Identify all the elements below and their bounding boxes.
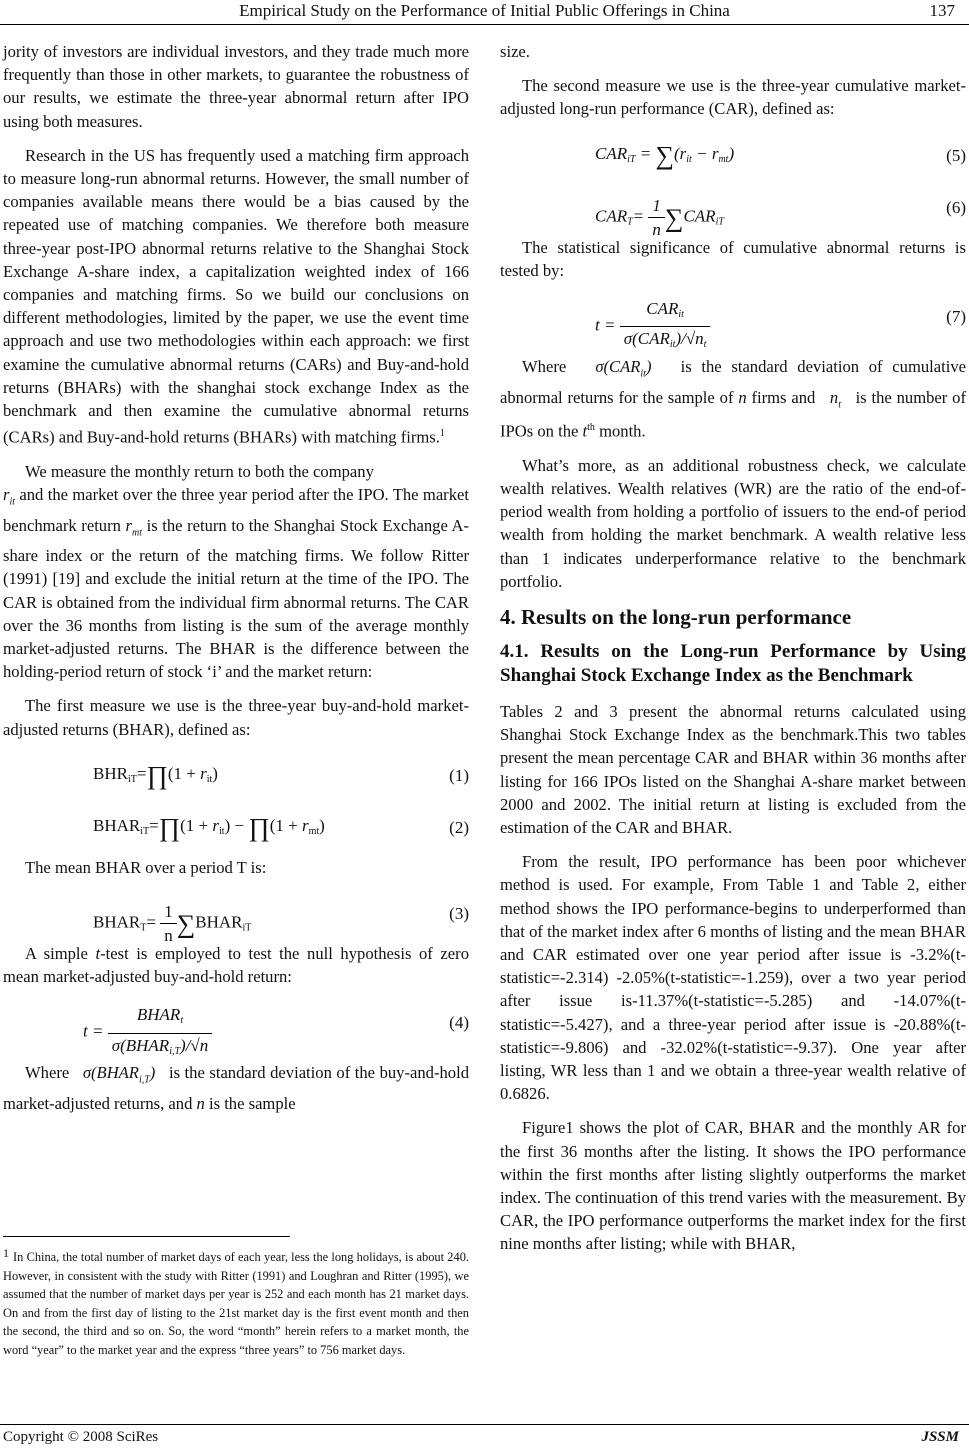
paragraph: Where $\sigma(CAR_{it})$ is the standard deviation of cumulative abnormal returns for the sample of n firms and $n_t$ is the number of IPOs on the $t^{th}$ month. <box>500 357 967 441</box>
equation-6: $CAR_T=$ $\frac{1}{n}$ $\sum CAR_{iT}$ (6) <box>595 195 966 239</box>
paragraph: The second measure we use is the three-year cumulative market-adjusted long-run performance (CAR), defined as: <box>500 76 966 119</box>
paragraph: Tables 2 and 3 present the abnormal returns calculated using Shanghai Stock Exchange Index as the benchmark.This two tables present the mean percentage CAR and BHAR within 36 months after listing for 166 IPOs listed on the Shanghai A-share market between 2000 and 2002. The initial return at listing is excluded from the estimation of the CAR and BHAR. <box>500 702 966 838</box>
footnote <box>3 1244 469 1359</box>
left-column <box>3 40 469 1126</box>
running-header <box>0 0 969 25</box>
journal-name: JSSM <box>921 1429 959 1445</box>
equation-4: t = $\frac{BHAR_t}{\sigma(BHAR_{i,T})/√n}$ (4) <box>83 1005 469 1057</box>
paragraph: jority of investors are individual investors, and they trade much more frequently than those in other markets, to guarantee the robustness of our results, we estimate the three-year abnormal return after IPO using both measures. <box>3 42 469 131</box>
paragraph: What’s more, as an additional robustness check, we calculate wealth relatives. Wealth relatives (WR) are the ratio of the end-of-period wealth from holding a portfolio of issuers to the end-of period wealth from holding the market benchmark. A wealth relative less than 1 indicates underperformance relative to the benchmark portfolio. <box>500 455 966 591</box>
equation-7: t = $\frac{CAR_{it}}{\sigma(CAR_{it})/√n_t}$ (7) <box>595 299 966 351</box>
footnote-mark: 1 <box>3 1246 9 1260</box>
equation-3: $BHAR_T=$ $\frac{1}{n}$ $\sum BHAR_{iT}$ (3) <box>93 902 469 946</box>
section-heading: 4. Results on the long-run performance <box>500 605 852 629</box>
footer-rule <box>0 1424 969 1425</box>
paragraph: Figure1 shows the plot of CAR, BHAR and the monthly AR for the first 36 months after the listing. It shows the IPO performance within the first months after listing slightly outperforms the market index. The continuation of this trend varies with the measurement. By CAR, the IPO performance outperforms the market index for the first nine months after listing; while with BHAR, <box>500 1118 966 1254</box>
subsection-heading: 4.1. Results on the Long-run Performance by Using Shanghai Stock Exchange Index as the Benchmark <box>500 641 966 686</box>
running-title: Empirical Study on the Performance of Initial Public Offerings in China <box>239 1 730 20</box>
page-number: 137 <box>929 1 955 20</box>
footnote-text: In China, the total number of market days of each year, less the long holidays, is about 240. However, in consistent with the study with Ritter (1991) and Loughran and Ritter (1995), we assumed that the number of market days per year is 252 and each month has 21 market days. On and from the first day of listing to the 21st market day is the first event month and then the second, the third and so on. So, the word “month” herein refers to a market month, the word “year” to the market year and the express “three years” to 756 market days. <box>3 1250 469 1357</box>
paragraph: The mean BHAR over a period T is: <box>25 857 267 877</box>
equation-1: $BHR_{iT}=\prod(1 + r_{it})$ (1) <box>93 760 469 790</box>
paragraph: size. <box>500 42 530 61</box>
equation-5: $CAR_{iT} = \sum(r_{it} - r_{mt})$ (5) <box>595 140 966 170</box>
footnote-ref: 1 <box>439 428 445 440</box>
paragraph: Research in the US has frequently used a matching firm approach to measure long-run abnormal returns. However, the small number of companies available means there would be a bias caused by the repeated use of matching companies. We therefore both measure three-year post-IPO abnormal returns relative to the Shanghai Stock Exchange A-share index, a capitalization weighted index of 166 companies and matching firms. So we build our conclusions on different methodologies, limited by the paper, we use the event time approach and use two methodologies within each approach: we first examine the cumulative abnormal returns (CARs) and Buy-and-hold returns (BHARs) with the shanghai stock exchange Index as the benchmark and then examine the cumulative abnormal returns (CARs) and Buy-and-hold returns (BHARs) with matching firms.$^1$ <box>3 145 469 447</box>
symbol-r-mt: $r_{mt}$ <box>125 515 142 539</box>
paragraph: A simple t-test is employed to test the null hypothesis of zero mean market-adjusted buy-and-hold return: <box>3 944 469 987</box>
paragraph: Where $\sigma(BHAR_{i,T})$ is the standard deviation of the buy-and-hold market-adjusted returns, and n is the sample <box>3 1063 469 1113</box>
paragraph: The first measure we use is the three-year buy-and-hold market-adjusted returns (BHAR), defined as: <box>3 696 469 739</box>
paragraph: We measure the monthly return to both the company $r_{it}$ and the market over the three year period after the IPO. The market benchmark return $r_{mt}$ is the return to the Shanghai Stock Exchange A-share index or the return of the matching firms. We follow Ritter (1991) [19] and exclude the initial return at the time of the IPO. The CAR is obtained from the individual firm abnormal returns. The CAR over the 36 months from listing is the sum of the average monthly market-adjusted returns. The BHAR is the difference between the holding-period return of stock ‘i’ and the market return: <box>3 461 469 682</box>
right-column <box>500 40 966 1267</box>
paragraph: The statistical significance of cumulative abnormal returns is tested by: <box>500 237 966 280</box>
footnote-rule <box>3 1236 290 1237</box>
symbol-r-it: $r_{it}$ <box>3 485 16 508</box>
paragraph: From the result, IPO performance has been poor whichever method is used. For example, From Table 1 and Table 2, either method shows the IPO performance-begins to underperformed than that of the market index after 6 months of listing and the mean BHAR and CAR estimated over one year period after issue is -3.2%(t-statistic=-2.314) -2.05%(t-statistic=-1.259), over a two year period after issue is-11.37%(t-statistic=-5.285) and -14.07%(t-statistic=-5.427), and a three-year period after issue is -20.88%(t-statistic=-9.806) and -32.02%(t-statistic=-9.37). One year after listing, WR less than 1 and we obtain a three-year wealth relative of 0.6826. <box>500 852 966 1104</box>
equation-2: $BHAR_{iT}=\prod(1 + r_{it})$ − ∏(1 + $r_{mt}$) (2) <box>93 812 469 842</box>
copyright: Copyright © 2008 SciRes <box>3 1429 159 1445</box>
